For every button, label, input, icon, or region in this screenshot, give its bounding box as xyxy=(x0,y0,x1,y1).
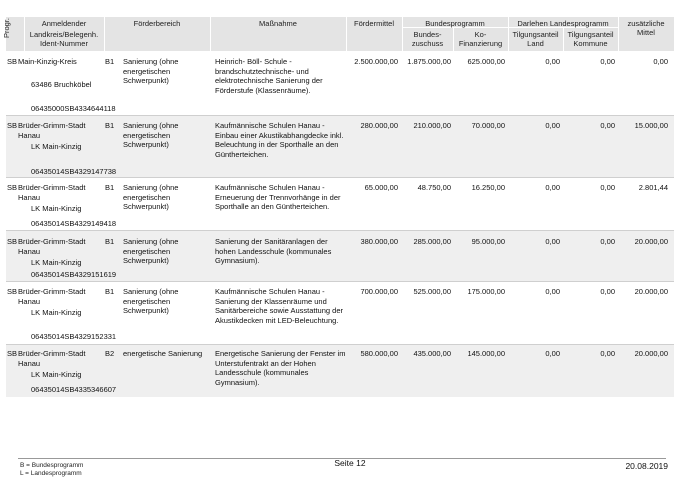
row-funds: 280.000,00 xyxy=(360,121,398,130)
row-area: energetische Sanierung xyxy=(123,349,203,358)
row-area: Sanierung (ohne energetischen Schwerpunkt) xyxy=(123,57,179,85)
row-extra: 2.801,44 xyxy=(638,183,668,192)
row-prog: SB xyxy=(7,349,18,358)
header-ident: Ident-Nummer xyxy=(40,39,88,48)
header-tilgung-kommune: Tilgungsanteil Kommune xyxy=(567,30,614,48)
row-code: B1 xyxy=(105,183,115,192)
row-location: LK Main-Kinzig xyxy=(31,204,82,213)
row-measure: Kaufmännische Schulen Hanau - Sanierung der Klassenräume und Sanitärbereiche sowie Ausstattung der Akustikdecken mit LED-Beleuchtung. xyxy=(215,287,343,325)
row-location: LK Main-Kinzig xyxy=(31,308,82,317)
header-foerderbereich: Förderbereich xyxy=(133,19,181,28)
row-extra: 20.000,00 xyxy=(634,237,668,246)
row-area: Sanierung (ohne energetischen Schwerpunkt) xyxy=(123,237,179,265)
row-prog: SB xyxy=(7,57,18,66)
row-land: 0,00 xyxy=(545,183,560,192)
header-darlehen: Darlehen Landesprogramm xyxy=(517,19,609,28)
row-land: 0,00 xyxy=(545,57,560,66)
row-kofi: 70.000,00 xyxy=(471,121,505,130)
row-bund: 48.750,00 xyxy=(417,183,451,192)
row-ident: 06435000SB4334644118 xyxy=(31,104,116,113)
row-code: B1 xyxy=(105,237,115,246)
row-code: B1 xyxy=(105,57,115,66)
header-zusaetzlich: zusätzliche Mittel xyxy=(627,19,665,37)
row-ident: 06435014SB4329152331 xyxy=(31,332,117,341)
header-landkreis: Landkreis/Belegenh. xyxy=(29,30,99,39)
header-bundesprogramm: Bundesprogramm xyxy=(425,19,485,28)
row-applicant: Brüder-Grimm-Stadt Hanau xyxy=(18,183,86,202)
row-prog: SB xyxy=(7,237,18,246)
row-extra: 15.000,00 xyxy=(634,121,668,130)
row-measure: Energetische Sanierung der Fenster im Unterstufentrakt an der Hohen Landesschule (kommunales Gymnasium). xyxy=(215,349,346,387)
row-prog: SB xyxy=(7,287,18,296)
row-measure: Kaufmännische Schulen Hanau - Einbau einer Akustikabhangdecke inkl. Beleuchtung in der Sporthalle an den Güntherteichen. xyxy=(215,121,344,159)
page-number: Seite 12 xyxy=(334,458,366,468)
row-applicant: Main-Kinzig-Kreis xyxy=(18,57,77,66)
row-applicant: Brüder-Grimm-Stadt Hanau xyxy=(18,121,86,140)
header-foerdermittel: Fördermittel xyxy=(353,19,394,28)
header-massnahme: Maßnahme xyxy=(259,19,297,28)
row-kofi: 145.000,00 xyxy=(467,349,505,358)
footer-date: 20.08.2019 xyxy=(625,461,668,471)
header-anmeldender: Anmeldender xyxy=(41,19,87,28)
row-funds: 580.000,00 xyxy=(360,349,398,358)
row-kommune: 0,00 xyxy=(600,57,615,66)
legend-landesprogramm: L = Landesprogramm xyxy=(20,470,82,477)
row-ident: 06435014SB4329147738 xyxy=(31,167,117,176)
row-code: B1 xyxy=(105,287,115,296)
row-kofi: 625.000,00 xyxy=(467,57,505,66)
row-ident: 06435014SB4335346607 xyxy=(31,385,117,394)
row-area: Sanierung (ohne energetischen Schwerpunkt) xyxy=(123,183,179,211)
row-location: 63486 Bruchköbel xyxy=(31,80,92,89)
row-measure: Heinrich- Böll- Schule - brandschutztechnische- und elektrotechnische Sanierung der Förderstufe (Klassenräume). xyxy=(215,57,323,95)
row-kommune: 0,00 xyxy=(600,183,615,192)
row-land: 0,00 xyxy=(545,349,560,358)
header-prog: Progr. xyxy=(2,17,11,38)
row-code: B2 xyxy=(105,349,115,358)
row-kommune: 0,00 xyxy=(600,121,615,130)
row-code: B1 xyxy=(105,121,115,130)
row-bund: 210.000,00 xyxy=(413,121,451,130)
row-area: Sanierung (ohne energetischen Schwerpunkt) xyxy=(123,121,179,149)
row-applicant: Brüder-Grimm-Stadt Hanau xyxy=(18,287,86,306)
row-measure: Kaufmännische Schulen Hanau - Erneuerung der Trennvorhänge in der Sporthalle an den Güntherteichen. xyxy=(215,183,341,211)
row-measure: Sanierung der Sanitäranlagen der hohen Landesschule (kommunales Gymnasium). xyxy=(215,237,332,265)
row-kofi: 16.250,00 xyxy=(471,183,505,192)
row-extra: 20.000,00 xyxy=(634,287,668,296)
row-location: LK Main-Kinzig xyxy=(31,142,82,151)
row-ident: 06435014SB4329149418 xyxy=(31,219,117,228)
row-extra: 20.000,00 xyxy=(634,349,668,358)
row-kofi: 175.000,00 xyxy=(467,287,505,296)
legend-bundesprogramm: B = Bundesprogramm xyxy=(20,462,84,469)
header-tilgung-land: Tilgungsanteil Land xyxy=(512,30,559,48)
row-funds: 65.000,00 xyxy=(364,183,398,192)
row-bund: 435.000,00 xyxy=(413,349,451,358)
row-bund: 1.875.000,00 xyxy=(407,57,451,66)
row-kommune: 0,00 xyxy=(600,237,615,246)
row-land: 0,00 xyxy=(545,287,560,296)
row-bund: 285.000,00 xyxy=(413,237,451,246)
row-funds: 700.000,00 xyxy=(360,287,398,296)
row-funds: 2.500.000,00 xyxy=(354,57,398,66)
row-location: LK Main-Kinzig xyxy=(31,258,82,267)
row-prog: SB xyxy=(7,121,18,130)
row-kommune: 0,00 xyxy=(600,287,615,296)
row-kofi: 95.000,00 xyxy=(471,237,505,246)
row-prog: SB xyxy=(7,183,18,192)
row-extra: 0,00 xyxy=(653,57,668,66)
header-kofinanzierung: Ko-Finanzierung xyxy=(458,30,503,48)
row-funds: 380.000,00 xyxy=(360,237,398,246)
row-location: LK Main-Kinzig xyxy=(31,370,82,379)
row-land: 0,00 xyxy=(545,237,560,246)
row-kommune: 0,00 xyxy=(600,349,615,358)
row-area: Sanierung (ohne energetischen Schwerpunkt) xyxy=(123,287,179,315)
row-applicant: Brüder-Grimm-Stadt Hanau xyxy=(18,237,86,256)
header-bundeszuschuss: Bundes- zuschuss xyxy=(411,30,444,48)
row-land: 0,00 xyxy=(545,121,560,130)
row-ident: 06435014SB4329151619 xyxy=(31,270,117,279)
row-applicant: Brüder-Grimm-Stadt Hanau xyxy=(18,349,86,368)
row-bund: 525.000,00 xyxy=(413,287,451,296)
